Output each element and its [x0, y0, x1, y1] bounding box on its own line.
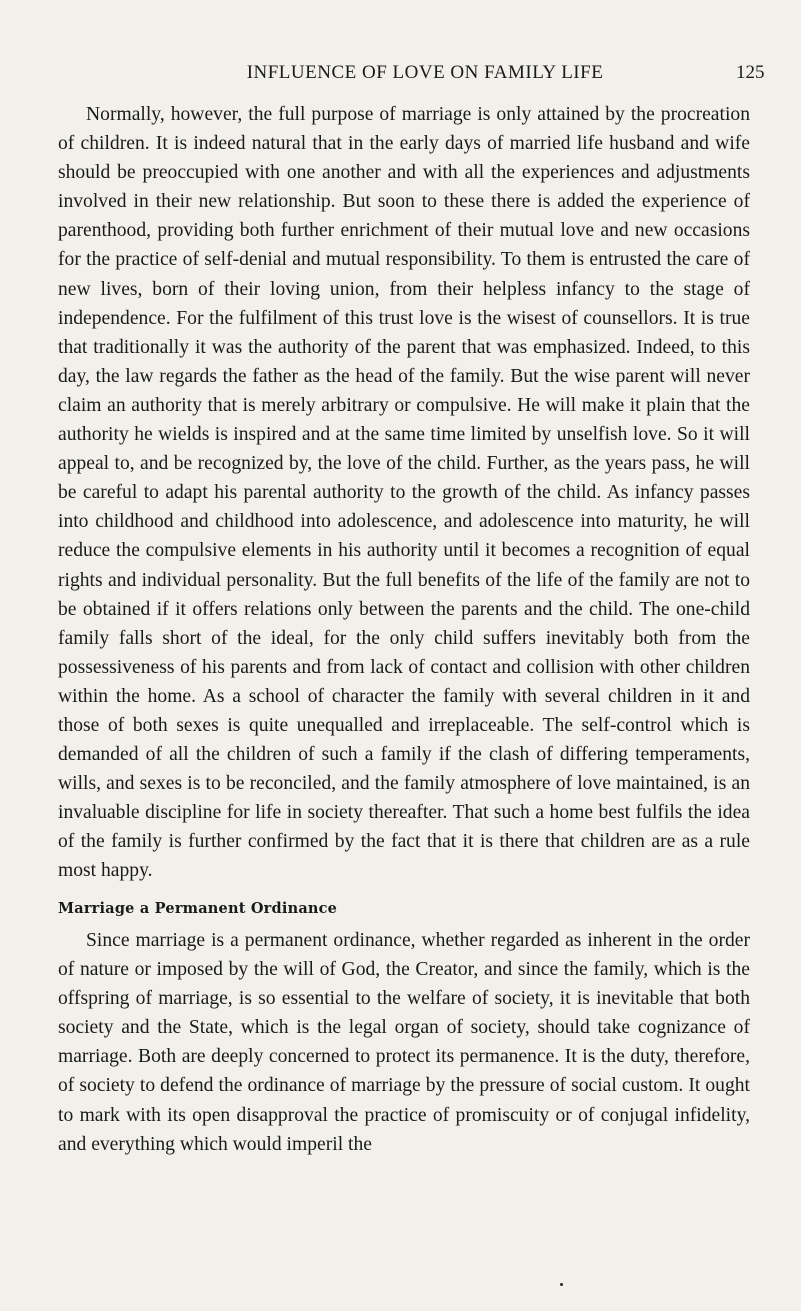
page-speck	[560, 1283, 563, 1286]
main-text-block	[58, 100, 750, 886]
paragraph: Normally, however, the full purpose of marriage is only attained by the procreation of children. It is indeed natural that in the early days of married life husband and wife should be preoccupied with one another and with all the experiences and adjustments involved in their new relationship. But soon to these there is added the experience of parenthood, providing both further enrichment of their mutual love and new occasions for the practice of self-denial and mutual responsibility. To them is entrusted the care of new lives, born of their loving union, from their helpless infancy to the stage of independence. For the fulfilment of this trust love is the wisest of counsellors. It is true that traditionally it was the authority of the parent that was emphasized. Indeed, to this day, the law regards the father as the head of the family. But the wise parent will never claim an authority that is merely arbitrary or compulsive. He will make it plain that the authority he wields is inspired and at the same time limited by unselfish love. So it will appeal to, and be recognized by, the love of the child. Further, as the years pass, he will be careful to adapt his parental authority to the growth of the child. As infancy passes into childhood and childhood into adolescence, and adolescence into maturity, he will reduce the compulsive elements in his authority until it becomes a recognition of equal rights and individual personality. But the full benefits of the life of the family are not to be obtained if it offers relations only between the parents and the child. The one-child family falls short of the ideal, for the only child suffers inevitably both from the possessiveness of his parents and from lack of contact and collision with other children within the home. As a school of character the family with several children in it and those of both sexes is quite unequalled and irreplaceable. The self-control which is demanded of all the children of such a family if the clash of differing temperaments, wills, and sexes is to be reconciled, and the family atmosphere of love maintained, is an invaluable discipline for life in society thereafter. That such a home best fulfils the idea of the family is further confirmed by the fact that it is there that children are as a rule most happy.	[58, 104, 750, 882]
page-number: 125	[736, 62, 765, 83]
paragraph: Since marriage is a permanent ordinance, whether regarded as inherent in the order of nature or imposed by the will of God, the Creator, and since the family, which is the offspring of marriage, is so essential to the welfare of society, it is inevitable that both society and the State, which is the legal organ of society, should take cognizance of marriage. Both are deeply concerned to protect its permanence. It is the duty, therefore, of society to defend the ordinance of marriage by the pressure of social custom. It ought to mark with its open disapproval the practice of promiscuity or of conjugal infidelity, and everything which would imperil the	[58, 930, 750, 1155]
running-head: INFLUENCE OF LOVE ON FAMILY LIFE	[246, 62, 604, 83]
section-text-block	[58, 926, 750, 1159]
section-heading: Marriage a Permanent Ordinance	[58, 900, 338, 917]
